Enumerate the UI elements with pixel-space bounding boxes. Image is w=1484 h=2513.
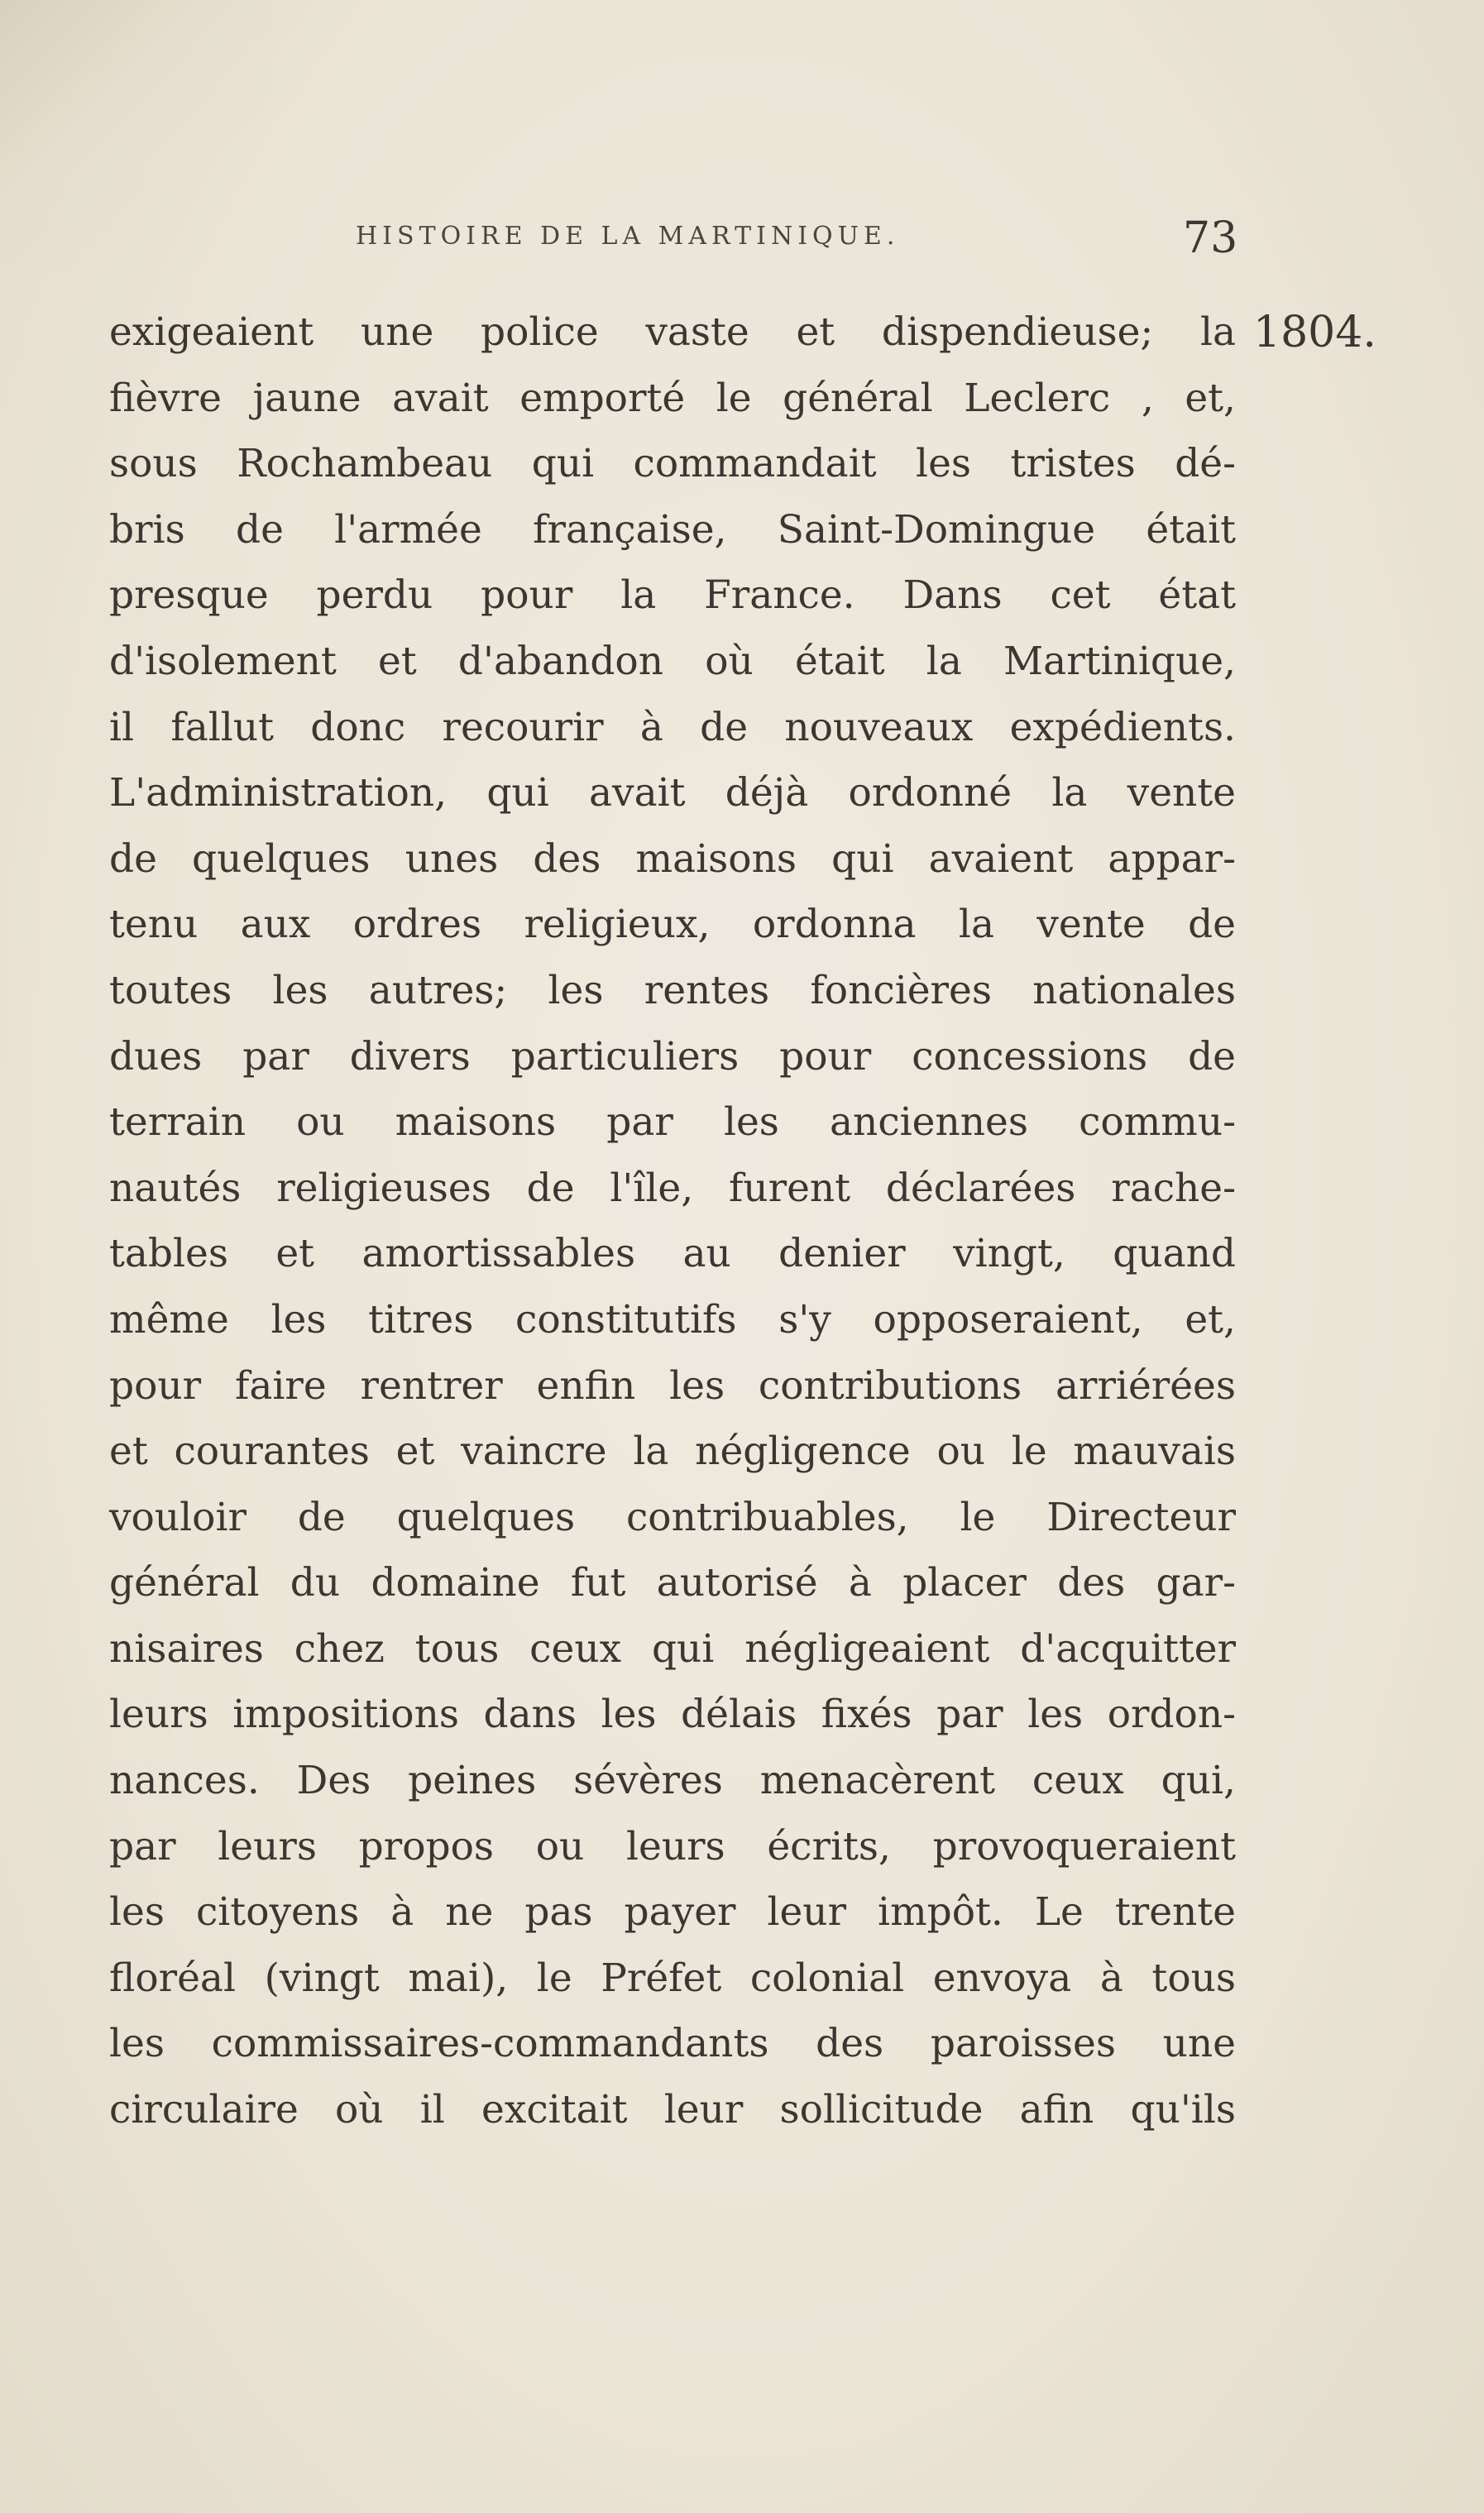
text-line-content: bris de l'armée française, Saint-Domingue était: [109, 506, 1236, 553]
text-line: [109, 1690, 1236, 1756]
text-line: [109, 2085, 1236, 2152]
running-head: HISTOIRE DE LA MARTINIQUE.: [356, 222, 900, 251]
text-line: [109, 439, 1236, 505]
text-line-content: nautés religieuses de l'île, furent déclarées rache-: [109, 1165, 1236, 1211]
text-line: [109, 900, 1236, 966]
text-line-content: floréal (vingt mai), le Préfet colonial envoya à tous: [109, 1955, 1236, 2001]
text-line-content: de quelques unes des maisons qui avaient appar-: [109, 835, 1236, 882]
text-line-content: et courantes et vaincre la négligence ou le mauvais: [109, 1429, 1236, 1475]
text-line: [109, 2019, 1236, 2085]
text-line-content: même les titres constitutifs s'y opposeraient, et,: [109, 1296, 1236, 1343]
page-corner-shadow: [0, 0, 273, 273]
page-number: 73: [1183, 213, 1238, 263]
text-line: [109, 966, 1236, 1032]
text-line: [109, 1098, 1236, 1164]
margin-year-note: 1804.: [1253, 308, 1376, 357]
text-line-content: exigeaient une police vaste et dispendieuse; la: [109, 309, 1236, 355]
text-line-content: toutes les autres; les rentes foncières nationales: [109, 967, 1236, 1013]
text-line: [109, 768, 1236, 835]
text-line-content: circulaire où il excitait leur sollicitude afin qu'ils: [109, 2087, 1236, 2133]
text-line: [109, 1558, 1236, 1625]
text-line-content: par leurs propos ou leurs écrits, provoqueraient: [109, 1823, 1236, 1869]
text-line: [109, 1756, 1236, 1822]
text-line-content: les commissaires-commandants des paroisses une: [109, 2021, 1236, 2067]
text-line: [109, 1295, 1236, 1362]
text-line-content: L'administration, qui avait déjà ordonné la vente: [109, 770, 1236, 816]
text-line-content: pour faire rentrer enfin les contributions arriérées: [109, 1362, 1236, 1409]
text-line: [109, 703, 1236, 769]
body-text: [109, 308, 1236, 2152]
text-line: [109, 1427, 1236, 1493]
text-line: [109, 1362, 1236, 1428]
text-line-content: nisaires chez tous ceux qui négligeaient d'acquitter: [109, 1625, 1236, 1672]
text-line: [109, 1032, 1236, 1099]
text-line: [109, 1164, 1236, 1230]
text-line: [109, 1493, 1236, 1559]
text-line-content: terrain ou maisons par les anciennes commu-: [109, 1099, 1236, 1146]
text-line: [109, 835, 1236, 901]
text-line: [109, 1888, 1236, 1954]
text-line: [109, 1954, 1236, 2020]
text-line-content: presque perdu pour la France. Dans cet état: [109, 572, 1236, 619]
text-line: [109, 1822, 1236, 1888]
text-line-content: dues par divers particuliers pour concessions de: [109, 1033, 1236, 1079]
text-line-content: il fallut donc recourir à de nouveaux expédients.: [109, 704, 1236, 750]
text-line-content: nances. Des peines sévères menacèrent ceux qui,: [109, 1758, 1236, 1804]
text-line-content: vouloir de quelques contribuables, le Directeur: [109, 1494, 1236, 1540]
text-line: [109, 1625, 1236, 1691]
text-line-content: sous Rochambeau qui commandait les tristes dé-: [109, 441, 1236, 487]
text-line: [109, 505, 1236, 572]
text-line-content: général du domaine fut autorisé à placer des gar-: [109, 1560, 1236, 1606]
text-line-content: leurs impositions dans les délais fixés par les ordon-: [109, 1692, 1236, 1738]
text-line: [109, 1229, 1236, 1295]
text-line-content: d'isolement et d'abandon où était la Martinique,: [109, 638, 1236, 684]
text-line-content: tables et amortissables au denier vingt, quand: [109, 1231, 1236, 1277]
text-line-content: tenu aux ordres religieux, ordonna la vente de: [109, 902, 1236, 948]
text-line: [109, 308, 1236, 374]
text-line: [109, 374, 1236, 440]
text-line-content: fièvre jaune avait emporté le général Leclerc , et,: [109, 375, 1236, 421]
text-line-content: les citoyens à ne pas payer leur impôt. Le trente: [109, 1889, 1236, 1936]
text-line: [109, 571, 1236, 637]
text-line: [109, 637, 1236, 703]
